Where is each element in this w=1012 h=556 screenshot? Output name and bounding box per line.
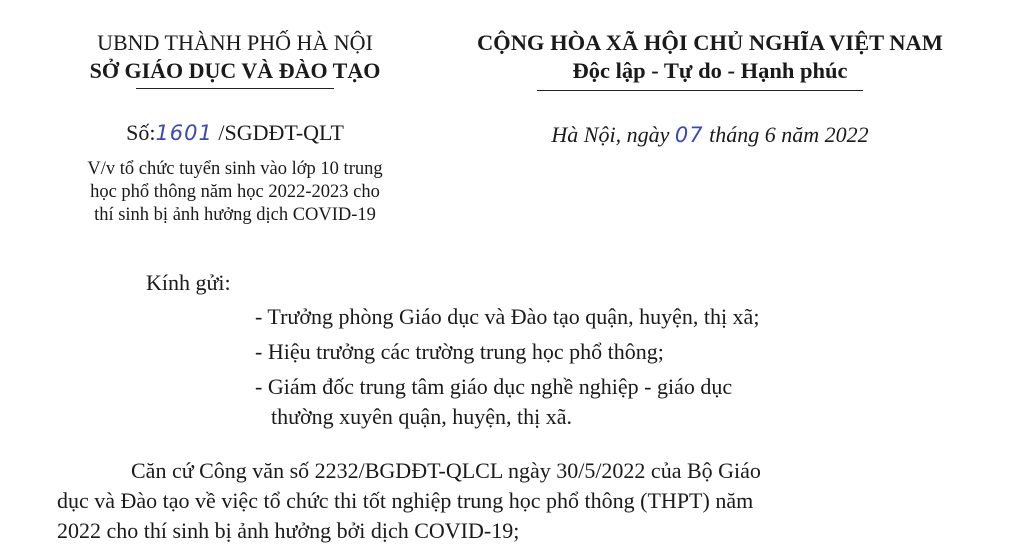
date-prefix: Hà Nội, ngày <box>551 122 675 147</box>
paragraph-line: Căn cứ Công văn số 2232/BGDĐT-QLCL ngày 30/5/2022 của Bộ Giáo <box>131 458 761 483</box>
doc-number-suffix: /SGDĐT-QLT <box>212 120 344 145</box>
date-suffix: tháng 6 năm 2022 <box>703 122 869 147</box>
document-number <box>40 120 430 146</box>
recipient-item: - Giám đốc trung tâm giáo dục nghề nghiệp - giáo dục <box>255 374 733 399</box>
salutation: Kính gửi: <box>146 270 231 295</box>
department-underline <box>136 88 334 89</box>
doc-number-prefix: Số: <box>126 120 156 145</box>
recipient-item: - Trưởng phòng Giáo dục và Đào tạo quận, huyện, thị xã; <box>255 304 760 329</box>
date-line <box>420 122 1000 148</box>
document-subject <box>50 158 420 227</box>
subject-line: V/v tổ chức tuyển sinh vào lớp 10 trung <box>87 159 383 179</box>
motto-underline <box>537 90 863 91</box>
date-day-handwritten: 07 <box>674 123 704 147</box>
paragraph-line: 2022 cho thí sinh bị ảnh hưởng bởi dịch COVID-19; <box>57 518 520 543</box>
subject-line: thí sinh bị ảnh hưởng dịch COVID-19 <box>94 205 376 225</box>
body-paragraph <box>57 456 969 546</box>
doc-number-handwritten: 1601 <box>155 121 213 145</box>
paragraph-line: dục và Đào tạo về việc tổ chức thi tốt nghiệp trung học phổ thông (THPT) năm <box>57 488 754 513</box>
national-motto: Độc lập - Tự do - Hạnh phúc <box>572 58 848 83</box>
issuing-authority: UBND THÀNH PHỐ HÀ NỘI <box>97 30 373 55</box>
recipient-item: - Hiệu trưởng các trường trung học phổ thông; <box>255 339 664 364</box>
recipient-item-continued: thường xuyên quận, huyện, thị xã. <box>271 404 572 429</box>
issuing-department: SỞ GIÁO DỤC VÀ ĐÀO TẠO <box>89 58 381 83</box>
subject-line: học phổ thông năm học 2022-2023 cho <box>90 182 380 202</box>
national-title: CỘNG HÒA XÃ HỘI CHỦ NGHĨA VIỆT NAM <box>476 30 944 55</box>
